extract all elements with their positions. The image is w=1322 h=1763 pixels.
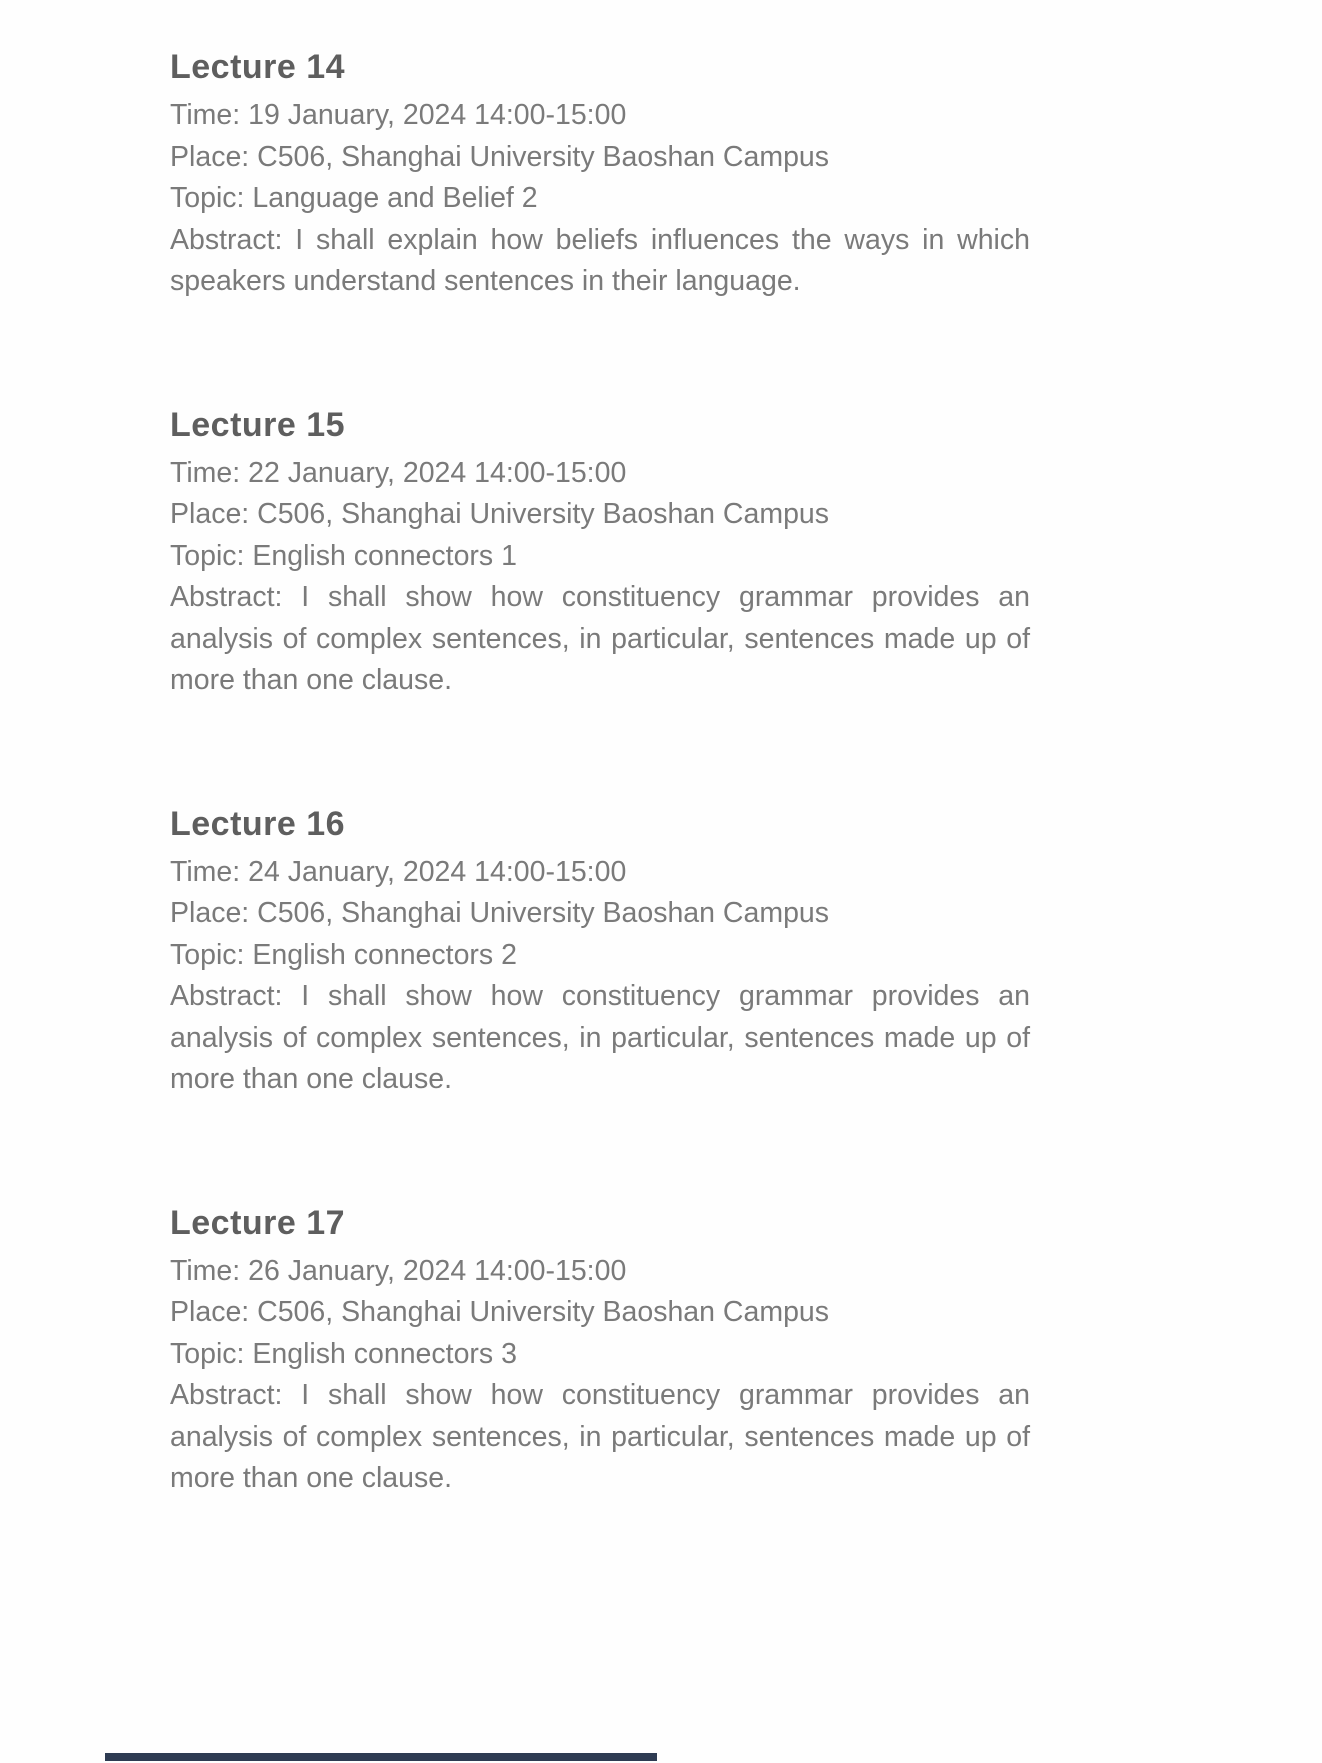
lecture-time: Time: 24 January, 2024 14:00-15:00 [170, 855, 627, 888]
lecture-title: Lecture 15 [170, 405, 346, 444]
lecture-time: Time: 19 January, 2024 14:00-15:00 [170, 99, 627, 131]
lecture-time: Time: 26 January, 2024 14:00-15:00 [170, 1254, 627, 1287]
lecture-section [170, 805, 1030, 1101]
lecture-topic: Topic: English connectors 1 [170, 539, 517, 572]
lecture-topic: Topic: Language and Belief 2 [170, 182, 538, 214]
lecture-place: Place: C506, Shanghai University Baoshan Campus [170, 897, 830, 929]
lecture-section [170, 406, 1030, 702]
lecture-section [170, 1204, 1030, 1500]
lecture-section [170, 48, 1030, 303]
lecture-abstract: Abstract: I shall explain how beliefs influences the ways in which speakers understand sentences in their language. [170, 223, 1030, 297]
lecture-place: Place: C506, Shanghai University Baoshan Campus [170, 140, 830, 173]
lecture-topic: Topic: English connectors 3 [170, 1337, 517, 1370]
lecture-time: Time: 22 January, 2024 14:00-15:00 [170, 456, 627, 489]
lecture-title: Lecture 16 [170, 804, 346, 843]
lecture-topic: Topic: English connectors 2 [170, 938, 517, 971]
bottom-progress-bar [105, 1753, 657, 1761]
lecture-place: Place: C506, Shanghai University Baoshan Campus [170, 498, 830, 530]
lecture-title: Lecture 14 [170, 48, 346, 86]
lecture-abstract: Abstract: I shall show how constituency grammar provides an analysis of complex sentences, in particular, sentences made up of more than one clause. [170, 581, 1030, 696]
lecture-abstract: Abstract: I shall show how constituency grammar provides an analysis of complex sentences, in particular, sentences made up of more than one clause. [170, 1379, 1030, 1494]
lecture-title: Lecture 17 [170, 1203, 346, 1242]
lecture-place: Place: C506, Shanghai University Baoshan Campus [170, 1296, 830, 1328]
lecture-list [170, 48, 1030, 1603]
lecture-abstract: Abstract: I shall show how constituency grammar provides an analysis of complex sentences, in particular, sentences made up of more than one clause. [170, 980, 1030, 1095]
